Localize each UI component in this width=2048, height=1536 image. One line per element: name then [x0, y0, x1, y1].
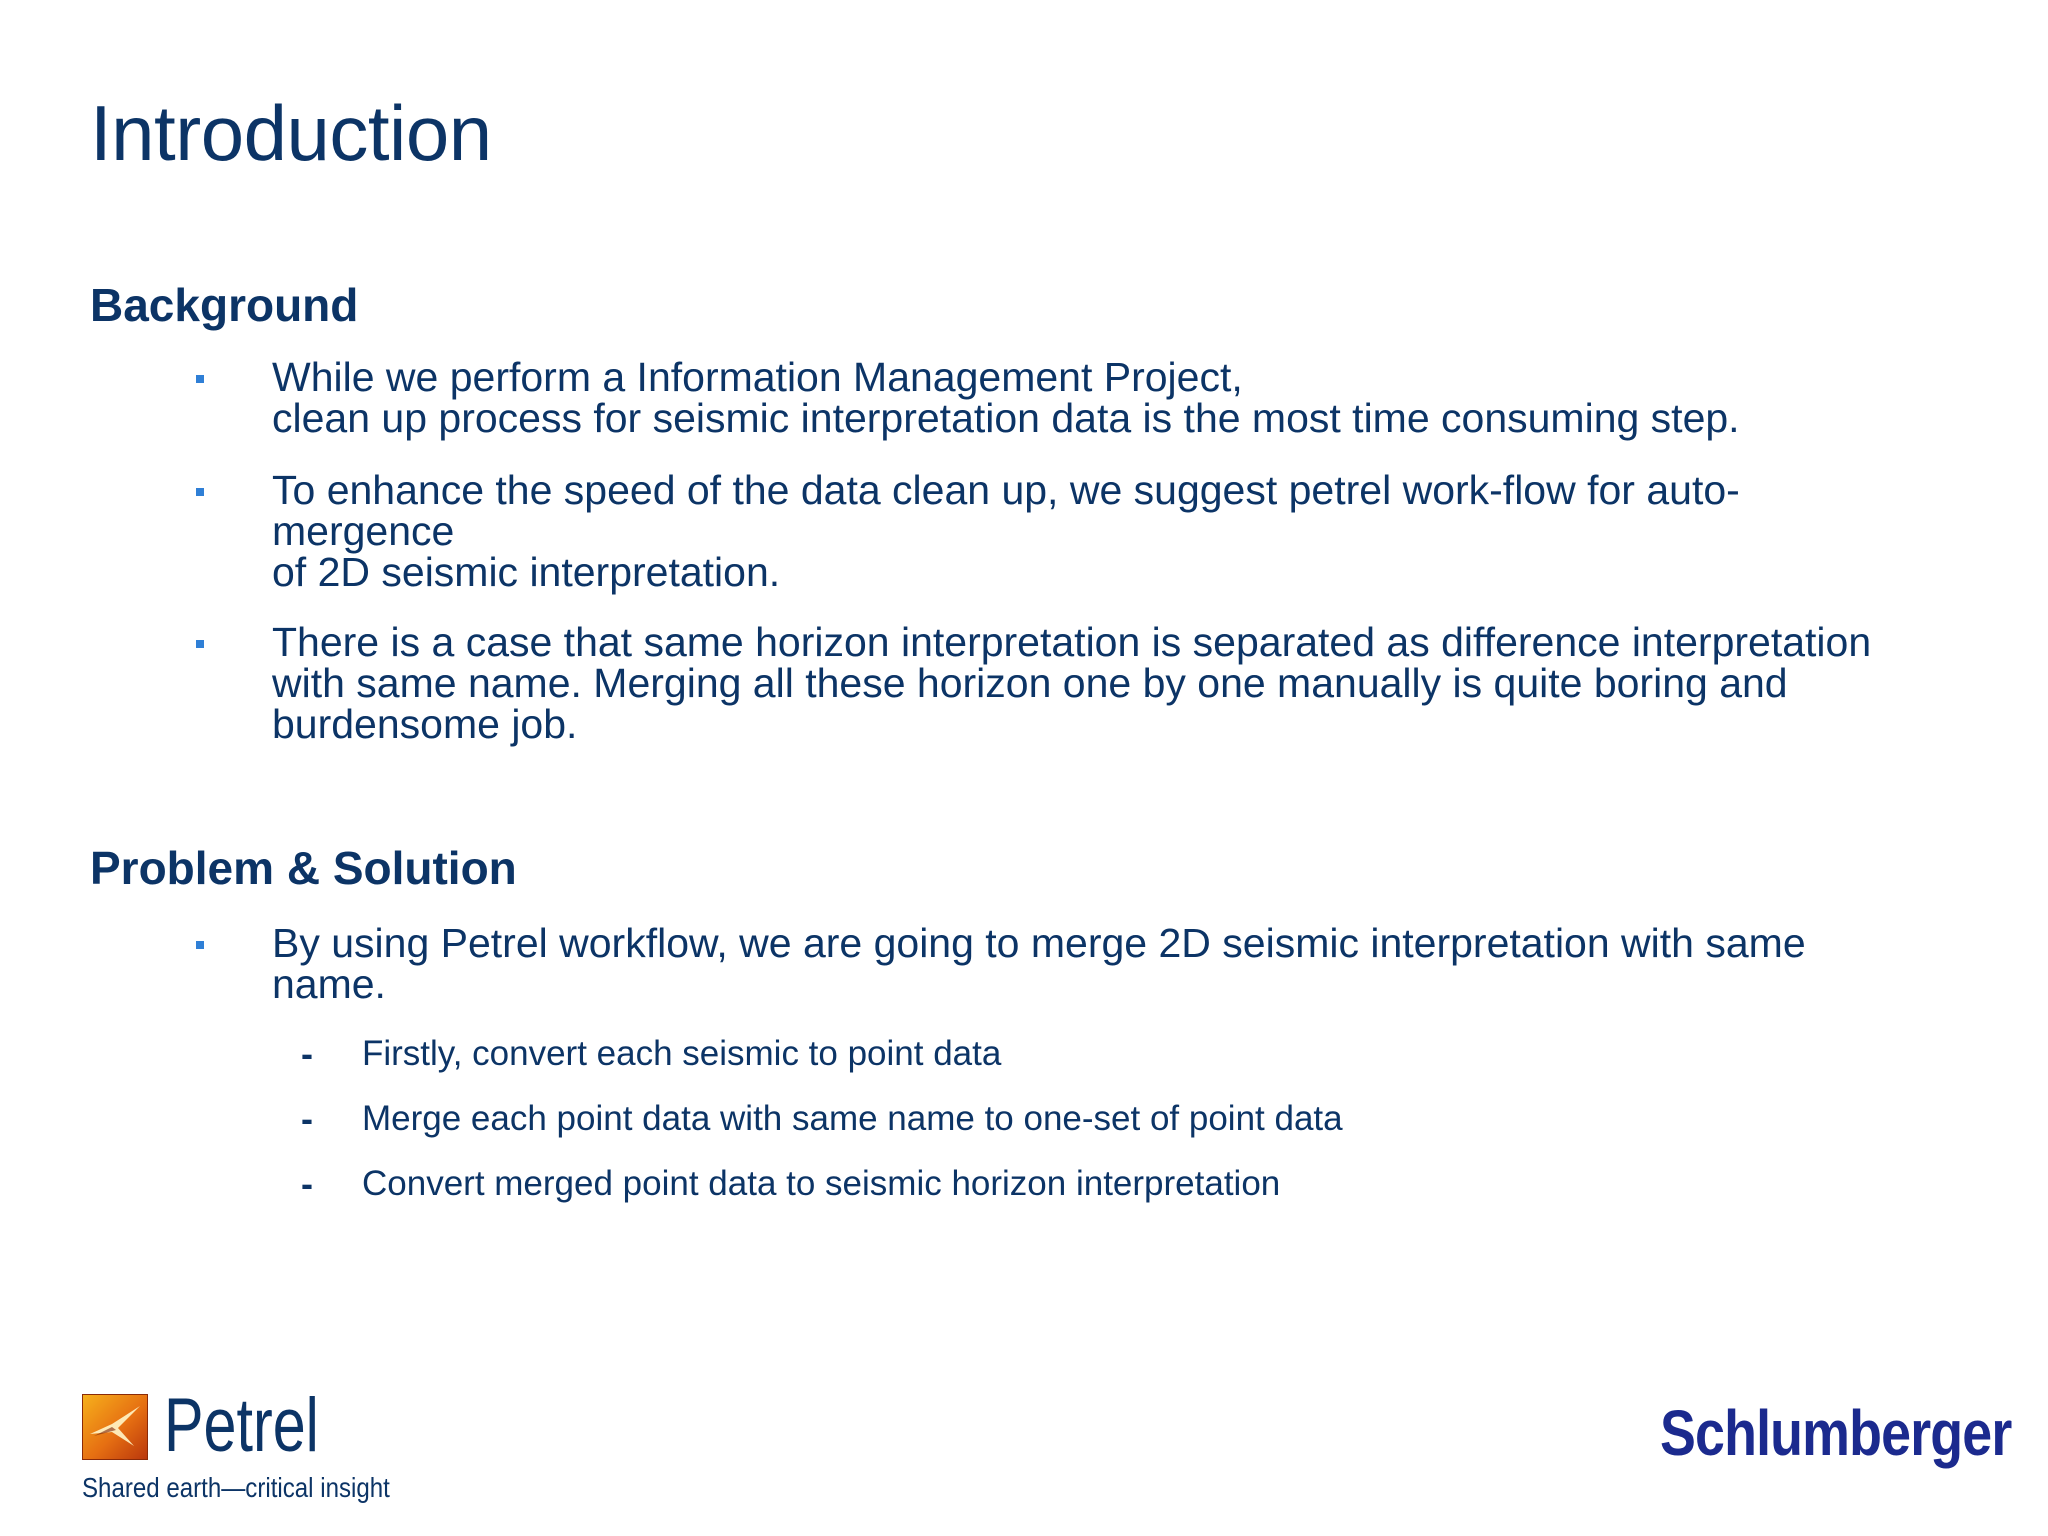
petrel-tagline: Shared earth—critical insight	[82, 1472, 390, 1503]
bullet-line: clean up process for seismic interpretation data is the most time consuming step.	[272, 395, 1740, 441]
bullet-line: burdensome job.	[272, 701, 578, 747]
bullet-marker	[196, 941, 204, 949]
slide-title: Introduction	[90, 89, 492, 177]
bullet-line: By using Petrel workflow, we are going to merge 2D seismic interpretation with same	[272, 920, 1806, 966]
schlumberger-logo: Schlumberger	[1660, 1397, 2012, 1469]
bullet-line: While we perform a Information Management Project,	[272, 354, 1243, 400]
dash-marker: -	[301, 1033, 313, 1074]
petrel-logo	[82, 1383, 422, 1510]
background-heading: Background	[90, 279, 359, 331]
bullet-line: mergence	[272, 508, 455, 554]
bullet-line: with same name. Merging all these horizon one by one manually is quite boring and	[272, 660, 1788, 706]
bullet-line: of 2D seismic interpretation.	[272, 549, 781, 595]
bullet-marker	[196, 640, 204, 648]
sub-bullet-text: Firstly, convert each seismic to point data	[362, 1034, 1002, 1073]
dash-marker: -	[301, 1098, 313, 1139]
bullet-line: name.	[272, 961, 386, 1007]
sub-bullet-text: Convert merged point data to seismic horizon interpretation	[362, 1164, 1281, 1203]
petrel-bird-icon	[82, 1394, 148, 1460]
bullet-line: There is a case that same horizon interpretation is separated as difference interpretation	[272, 619, 1872, 665]
bullet-line: To enhance the speed of the data clean up, we suggest petrel work-flow for auto-	[272, 467, 1740, 513]
bullet-marker	[196, 375, 204, 383]
sub-bullet-text: Merge each point data with same name to one-set of point data	[362, 1099, 1343, 1138]
bullet-marker	[196, 488, 204, 496]
problem-solution-heading: Problem & Solution	[90, 842, 517, 894]
petrel-wordmark: Petrel	[164, 1383, 319, 1468]
dash-marker: -	[301, 1163, 313, 1204]
